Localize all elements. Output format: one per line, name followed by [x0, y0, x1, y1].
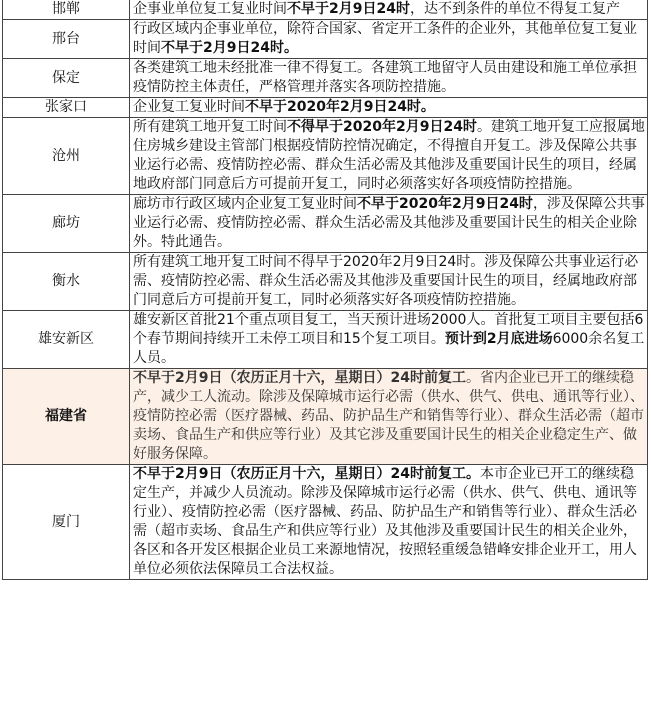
region-name-cell: 衡水	[3, 253, 130, 311]
table-row	[3, 59, 648, 98]
policy-text-cell	[130, 98, 648, 118]
region-name-cell: 张家口	[3, 98, 130, 118]
table-body	[3, 0, 648, 580]
region-name-cell: 邯郸	[3, 0, 130, 20]
policy-text-cell	[130, 369, 648, 465]
policy-text: 本市企业已开工的继续稳定生产，并减少人员流动。除涉及保障城市运行必需（供水、供气、供电、通讯等行业）、疫情防控必需（医疗器械、药品、防护品生产和销售等行业）、群众生活必需（超市卖场、食品生产和供应等行业）及其他涉及重要国计民生的相关企业外，各区和各开发区根据企业员工来源地情况，按照轻重缓急错峰安排企业开工，用人单位必须依法保障员工合法权益。	[133, 466, 637, 577]
policy-text-cell	[130, 195, 648, 253]
table-row	[3, 465, 648, 580]
emphasized-text: 不早于2月9日（农历正月十六，星期日）24时前复工	[133, 370, 466, 386]
emphasized-text: 不得早于2020年2月9日24时	[287, 119, 477, 135]
region-name-cell: 厦门	[3, 465, 130, 580]
emphasized-text: 不早于2020年2月9日24时	[357, 196, 533, 212]
emphasized-text: 预计到2月底进场	[444, 331, 553, 347]
policy-text-cell	[130, 20, 648, 59]
policy-text: 6000余名复工人员。	[133, 331, 645, 366]
table-row	[3, 0, 648, 20]
policy-text: 所有建筑工地开复工时间不得早于2020年2月9日24时。涉及保障公共事业运行必需、疫情防控必需、群众生活必需及其他涉及重要国计民生的项目，经属地政府部门同意后方可提前开复工，同时必须落实好各项疫情防控措施。	[133, 254, 639, 308]
policy-text: 企事业单位复工复业时间	[133, 1, 287, 17]
resumption-table	[2, 0, 648, 580]
policy-text-cell	[130, 0, 648, 20]
region-name-cell: 廊坊	[3, 195, 130, 253]
policy-text: 所有建筑工地开复工时间	[133, 119, 287, 135]
policy-text: 。省内企业已开工的继续稳产，减少工人流动。除涉及保障城市运行必需（供水、供气、供电、通讯等行业）、疫情防控必需（医疗器械、药品、防护品生产和销售等行业）、群众生活必需（超市卖场、食品生产和供应等行业）及其它涉及重要国计民生的相关企业稳定生产、做好服务保障。	[133, 370, 644, 462]
policy-text: 。建筑工地开复工应报属地住房城乡建设主管部门根据疫情防控情况确定，不得擅自开复工。涉及保障公共事业运行必需、疫情防控必需、群众生活必需及其他涉及重要国计民生的项目，经属地政府部门同意后方可提前开复工，同时必须落实好各项疫情防控措施。	[133, 119, 645, 192]
table-row	[3, 20, 648, 59]
policy-text: 行政区域内企事业单位，除符合国家、省定开工条件的企业外，其他单位复工复业时间	[133, 21, 637, 56]
table-row	[3, 311, 648, 369]
table-row	[3, 118, 648, 195]
policy-text-cell	[130, 253, 648, 311]
region-name-cell: 沧州	[3, 118, 130, 195]
policy-text: ，达不到条件的单位不得复工复产	[409, 1, 620, 17]
region-name-cell: 福建省	[3, 369, 130, 465]
policy-text: 雄安新区首批21个重点项目复工，当天预计进场2000人。首批复工项目主要包括6个春节期间持续开工未停工项目和15个复工项目。	[133, 312, 644, 347]
table-row	[3, 369, 648, 465]
policy-text-cell	[130, 59, 648, 98]
table-row	[3, 98, 648, 118]
policy-text: ，涉及保障公共事业运行必需、疫情防控必需、群众生活必需及其他涉及重要国计民生的相关企业除外。特此通告。	[133, 196, 645, 250]
policy-text-cell	[130, 465, 648, 580]
emphasized-text: 不早于2月9日24时	[287, 1, 410, 17]
policy-text: 廊坊市行政区域内企业复工复业时间	[133, 196, 357, 212]
policy-text: 各类建筑工地未经批准一律不得复工。各建筑工地留守人员由建设和施工单位承担疫情防控主体责任，严格管理并落实各项防控措施。	[133, 60, 637, 95]
region-name-cell: 邢台	[3, 20, 130, 59]
policy-text: 企业复工复业时间	[133, 99, 245, 115]
table-row	[3, 253, 648, 311]
policy-text-cell	[130, 118, 648, 195]
policy-text-cell	[130, 311, 648, 369]
table-row	[3, 195, 648, 253]
emphasized-text: 不早于2月9日（农历正月十六，星期日）24时前复工。	[133, 466, 480, 482]
emphasized-text: 不早于2020年2月9日24时。	[245, 99, 435, 115]
region-name-cell: 保定	[3, 59, 130, 98]
region-name-cell: 雄安新区	[3, 311, 130, 369]
emphasized-text: 不早于2月9日24时。	[161, 40, 298, 56]
